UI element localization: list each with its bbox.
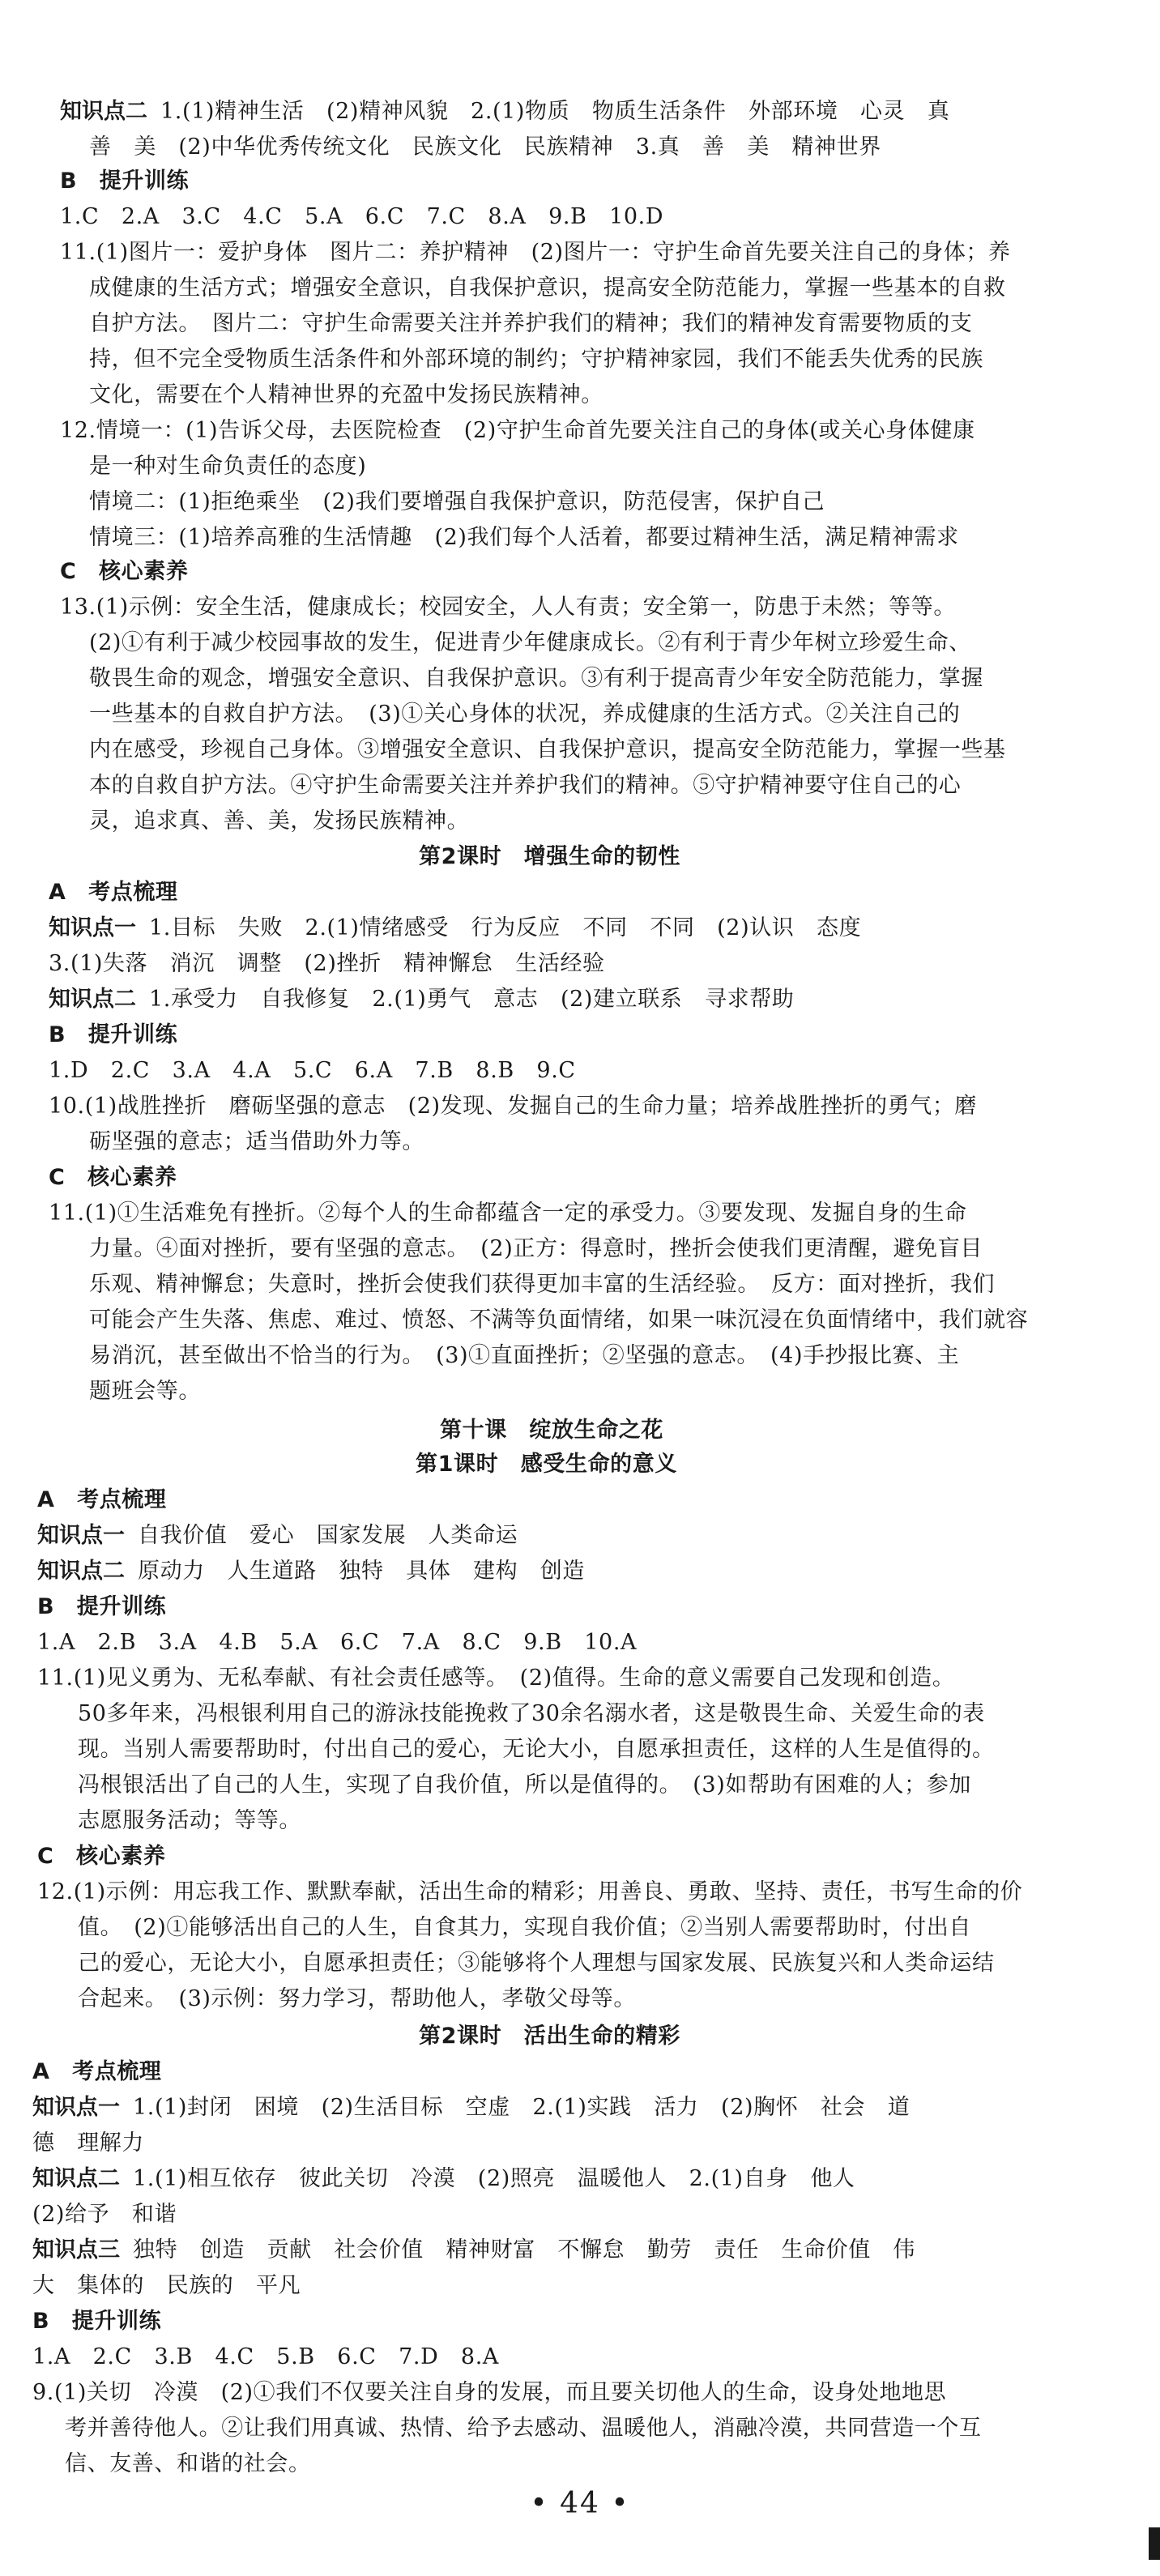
line-text: 1.(1)封闭 困境 (2)生活目标 空虚 2.(1)实践 活力 (2)胸怀 社会 道: [133, 2095, 911, 2120]
line-text: 3.(1)失落 消沉 调整 (2)挫折 精神懈怠 生活经验: [49, 951, 605, 976]
line-text: 文化，需要在个人精神世界的充盈中发扬民族精神。: [89, 382, 603, 407]
answer-line: [0, 2237, 1160, 2263]
line-text: 1.(1)精神生活 (2)精神风貌 2.(1)物质 物质生活条件 外部环境 心灵 真: [160, 99, 950, 124]
answer-line: [0, 2451, 1160, 2477]
section-heading: [0, 1165, 1160, 1191]
line-text: 考并善待他人。②让我们用真诚、热情、给予去感动、温暖他人，消融冷漠，共同营造一个互: [65, 2416, 982, 2441]
answer-line: [0, 630, 1160, 656]
line-text: 1.D 2.C 3.A 4.A 5.C 6.A 7.B 8.B 9.C: [49, 1058, 576, 1083]
line-text: 本的自救自护方法。④守护生命需要关注并养护我们的精神。⑤守护精神要守住自己的心: [89, 773, 962, 798]
section-heading: [0, 559, 1160, 585]
answer-line: [0, 240, 1160, 266]
line-text: 1.承受力 自我修复 2.(1)勇气 意志 (2)建立联系 寻求帮助: [149, 987, 795, 1012]
line-text: (2)①有利于减少校园事故的发生，促进青少年健康成长。②有利于青少年树立珍爱生命、: [89, 630, 971, 655]
line-text: B 提升训练: [60, 168, 190, 194]
line-text: 独特 创造 贡献 社会价值 精神财富 不懈怠 勤劳 责任 生命价值 伟: [133, 2237, 915, 2263]
answer-line: [0, 1201, 1160, 1226]
section-heading: [0, 168, 1160, 194]
line-text: (2)给予 和谐: [32, 2202, 177, 2227]
line-text: 易消沉，甚至做出不恰当的行为。 (3)①直面挫折；②坚强的意志。 (4)手抄报比赛、主: [89, 1343, 960, 1368]
line-text: 现。当别人需要帮助时，付出自己的爱心，无论大小，自愿承担责任，这样的人生是值得的。: [78, 1737, 995, 1762]
line-text: 1.(1)相互依存 彼此关切 冷漠 (2)照亮 温暖他人 2.(1)自身 他人: [133, 2166, 855, 2191]
line-text: 1.C 2.A 3.C 4.C 5.A 6.C 7.C 8.A 9.B 10.D: [60, 204, 664, 229]
line-text: 自护方法。 图片二：守护生命需要关注并养护我们的精神；我们的精神发育需要物质的支: [89, 311, 973, 336]
line-text: 可能会产生失落、焦虑、难过、愤怒、不满等负面情绪，如果一味沉浸在负面情绪中，我们就容: [89, 1307, 1029, 1333]
line-text: B 提升训练: [49, 1022, 178, 1047]
page-edge-mark: [1149, 2527, 1160, 2560]
answer-line: [0, 1379, 1160, 1405]
answer-line: [0, 2095, 1160, 2121]
lesson-title: [0, 1418, 1160, 1444]
section-heading: [0, 1022, 1160, 1048]
line-text: 11.(1)见义勇为、无私奉献、有社会责任感等。 (2)值得。生命的意义需要自己发现和创造。: [37, 1665, 955, 1691]
answer-line: [0, 1986, 1160, 2012]
line-text: 成健康的生活方式；增强安全意识，自我保护意识，提高安全防范能力，掌握一些基本的自救: [89, 275, 1006, 301]
line-text: 1.A 2.B 3.A 4.B 5.A 6.C 7.A 8.C 9.B 10.A: [37, 1630, 638, 1655]
line-text: 情境二：(1)拒绝乘坐 (2)我们要增强自我保护意识，防范侵害，保护自己: [89, 489, 825, 514]
knowledge-point-label: 知识点二: [37, 1559, 125, 1584]
line-text: C 核心素养: [37, 1844, 166, 1869]
line-text: 善 美 (2)中华优秀传统文化 民族文化 民族精神 3.真 善 美 精神世界: [89, 134, 881, 160]
knowledge-point-label: 知识点一: [37, 1523, 125, 1548]
line-text: A 考点梳理: [32, 2059, 162, 2084]
answer-line: [0, 454, 1160, 480]
answer-line: [0, 1879, 1160, 1905]
answer-line: [0, 1129, 1160, 1155]
line-text: 力量。④面对挫折，要有坚强的意志。 (2)正方：得意时，挫折会使我们更清醒，避免盲目: [89, 1236, 983, 1261]
answer-line: [0, 737, 1160, 763]
section-heading: [0, 2059, 1160, 2085]
line-text: 第1课时 感受生命的意义: [416, 1452, 677, 1477]
answer-line: [0, 1272, 1160, 1298]
answer-line: [0, 382, 1160, 408]
line-text: 灵，追求真、善、美，发扬民族精神。: [89, 808, 470, 834]
line-text: 合起来。 (3)示例：努力学习，帮助他人，孝敬父母等。: [78, 1986, 636, 2011]
answer-line: [0, 1058, 1160, 1084]
answer-line: [0, 1772, 1160, 1798]
line-text: 题班会等。: [89, 1379, 201, 1404]
answer-line: [0, 666, 1160, 692]
knowledge-point-label: 知识点二: [49, 987, 136, 1012]
line-text: 敬畏生命的观念，增强安全意识、自我保护意识。③有利于提高青少年安全防范能力，掌握: [89, 666, 983, 691]
line-text: 志愿服务活动；等等。: [78, 1808, 301, 1833]
answer-line: [0, 595, 1160, 621]
line-text: A 考点梳理: [49, 880, 178, 905]
answer-line: [0, 1951, 1160, 1977]
knowledge-point-label: 知识点二: [60, 99, 147, 124]
section-heading: [0, 1844, 1160, 1870]
line-text: 情境三：(1)培养高雅的生活情趣 (2)我们每个人活着，都要过精神生活，满足精神需求: [89, 525, 959, 550]
answer-line: [0, 99, 1160, 125]
lesson-title: [0, 1452, 1160, 1478]
answer-line: [0, 2380, 1160, 2406]
line-text: 12.(1)示例：用忘我工作、默默奉献，活出生命的精彩；用善良、勇敢、坚持、责任，书写生命的价: [37, 1879, 1023, 1904]
answer-line: [0, 1523, 1160, 1549]
answer-line: [0, 134, 1160, 160]
answer-line: [0, 1737, 1160, 1763]
answer-line: [0, 1094, 1160, 1120]
answer-line: [0, 1701, 1160, 1727]
knowledge-point-label: 知识点三: [32, 2237, 120, 2263]
line-text: 冯根银活出了自己的人生，实现了自我价值，所以是值得的。 (3)如帮助有困难的人；参加: [78, 1772, 971, 1798]
answer-line: [0, 1236, 1160, 1262]
answer-line: [0, 2166, 1160, 2192]
answer-line: [0, 915, 1160, 941]
line-text: C 核心素养: [49, 1165, 177, 1190]
answer-line: [0, 347, 1160, 373]
line-text: 13.(1)示例：安全生活，健康成长；校园安全，人人有责；安全第一，防患于未然；等等。: [60, 595, 956, 620]
answer-line: [0, 311, 1160, 337]
answer-line: [0, 1915, 1160, 1941]
answer-line: [0, 808, 1160, 834]
line-text: 50多年来，冯根银利用自己的游泳技能挽救了30余名溺水者，这是敬畏生命、关爱生命的表: [78, 1701, 985, 1726]
line-text: 第2课时 活出生命的精彩: [419, 2024, 680, 2049]
lesson-title: [0, 2024, 1160, 2049]
answer-line: [0, 275, 1160, 301]
answer-line: [0, 1665, 1160, 1691]
answer-line: [0, 418, 1160, 444]
section-heading: [0, 880, 1160, 906]
line-text: B 提升训练: [32, 2309, 162, 2334]
line-text: 持，但不完全受物质生活条件和外部环境的制约；守护精神家园，我们不能丢失优秀的民族: [89, 347, 983, 372]
answer-line: [0, 204, 1160, 230]
line-text: 德 理解力: [32, 2130, 144, 2156]
answer-line: [0, 773, 1160, 799]
line-text: 1.A 2.C 3.B 4.C 5.B 6.C 7.D 8.A: [32, 2344, 499, 2369]
page-number: • 44 •: [530, 2487, 630, 2520]
line-text: 11.(1)图片一：爱护身体 图片二：养护精神 (2)图片一：守护生命首先要关注自己的身体；养: [60, 240, 1011, 265]
line-text: C 核心素养: [60, 559, 189, 584]
answer-line: [0, 2202, 1160, 2228]
answer-line: [0, 702, 1160, 727]
line-text: 1.目标 失败 2.(1)情绪感受 行为反应 不同 不同 (2)认识 态度: [149, 915, 862, 940]
line-text: 自我价值 爱心 国家发展 人类命运: [138, 1523, 518, 1548]
line-text: 9.(1)关切 冷漠 (2)①我们不仅要关注自身的发展，而且要关切他人的生命，设身处地地思: [32, 2380, 947, 2405]
lesson-title: [0, 844, 1160, 870]
line-text: 值。 (2)①能够活出自己的人生，自食其力，实现自我价值；②当别人需要帮助时，付出自: [78, 1915, 971, 1940]
line-text: 信、友善、和谐的社会。: [65, 2451, 311, 2476]
knowledge-point-label: 知识点一: [32, 2095, 120, 2120]
answer-line: [0, 2344, 1160, 2370]
answer-line: [0, 987, 1160, 1013]
line-text: 原动力 人生道路 独特 具体 建构 创造: [138, 1559, 585, 1584]
answer-line: [0, 2416, 1160, 2442]
answer-line: [0, 1630, 1160, 1656]
line-text: 砺坚强的意志；适当借助外力等。: [89, 1129, 424, 1154]
answer-line: [0, 951, 1160, 977]
line-text: 12.情境一：(1)告诉父母，去医院检查 (2)守护生命首先要关注自己的身体(或关心身体健康: [60, 418, 975, 443]
line-text: 内在感受，珍视自己身体。③增强安全意识、自我保护意识，提高安全防范能力，掌握一些基: [89, 737, 1006, 762]
line-text: 10.(1)战胜挫折 磨砺坚强的意志 (2)发现、发掘自己的生命力量；培养战胜挫折的勇气；磨: [49, 1094, 978, 1119]
answer-line: [0, 2273, 1160, 2299]
answer-line: [0, 1307, 1160, 1333]
section-heading: [0, 1594, 1160, 1620]
answer-line: [0, 525, 1160, 551]
line-text: B 提升训练: [37, 1594, 167, 1619]
line-text: 大 集体的 民族的 平凡: [32, 2273, 301, 2298]
section-heading: [0, 1487, 1160, 1513]
line-text: 一些基本的自救自护方法。 (3)①关心身体的状况，养成健康的生活方式。②关注自己的: [89, 702, 961, 727]
section-heading: [0, 2309, 1160, 2335]
answer-line: [0, 1343, 1160, 1369]
knowledge-point-label: 知识点二: [32, 2166, 120, 2191]
knowledge-point-label: 知识点一: [49, 915, 136, 940]
line-text: 是一种对生命负责任的态度): [89, 454, 367, 479]
answer-line: [0, 489, 1160, 515]
answer-line: [0, 1808, 1160, 1834]
answer-line: [0, 1559, 1160, 1584]
answer-line: [0, 2130, 1160, 2156]
line-text: 第十课 绽放生命之花: [440, 1418, 663, 1443]
line-text: A 考点梳理: [37, 1487, 167, 1512]
line-text: 己的爱心，无论大小，自愿承担责任；③能够将个人理想与国家发展、民族复兴和人类命运结: [78, 1951, 995, 1976]
line-text: 第2课时 增强生命的韧性: [419, 844, 680, 869]
line-text: 乐观、精神懈怠；失意时，挫折会使我们获得更加丰富的生活经验。 反方：面对挫折，我们: [89, 1272, 996, 1297]
line-text: 11.(1)①生活难免有挫折。②每个人的生命都蕴含一定的承受力。③要发现、发掘自身的生命: [49, 1201, 967, 1226]
